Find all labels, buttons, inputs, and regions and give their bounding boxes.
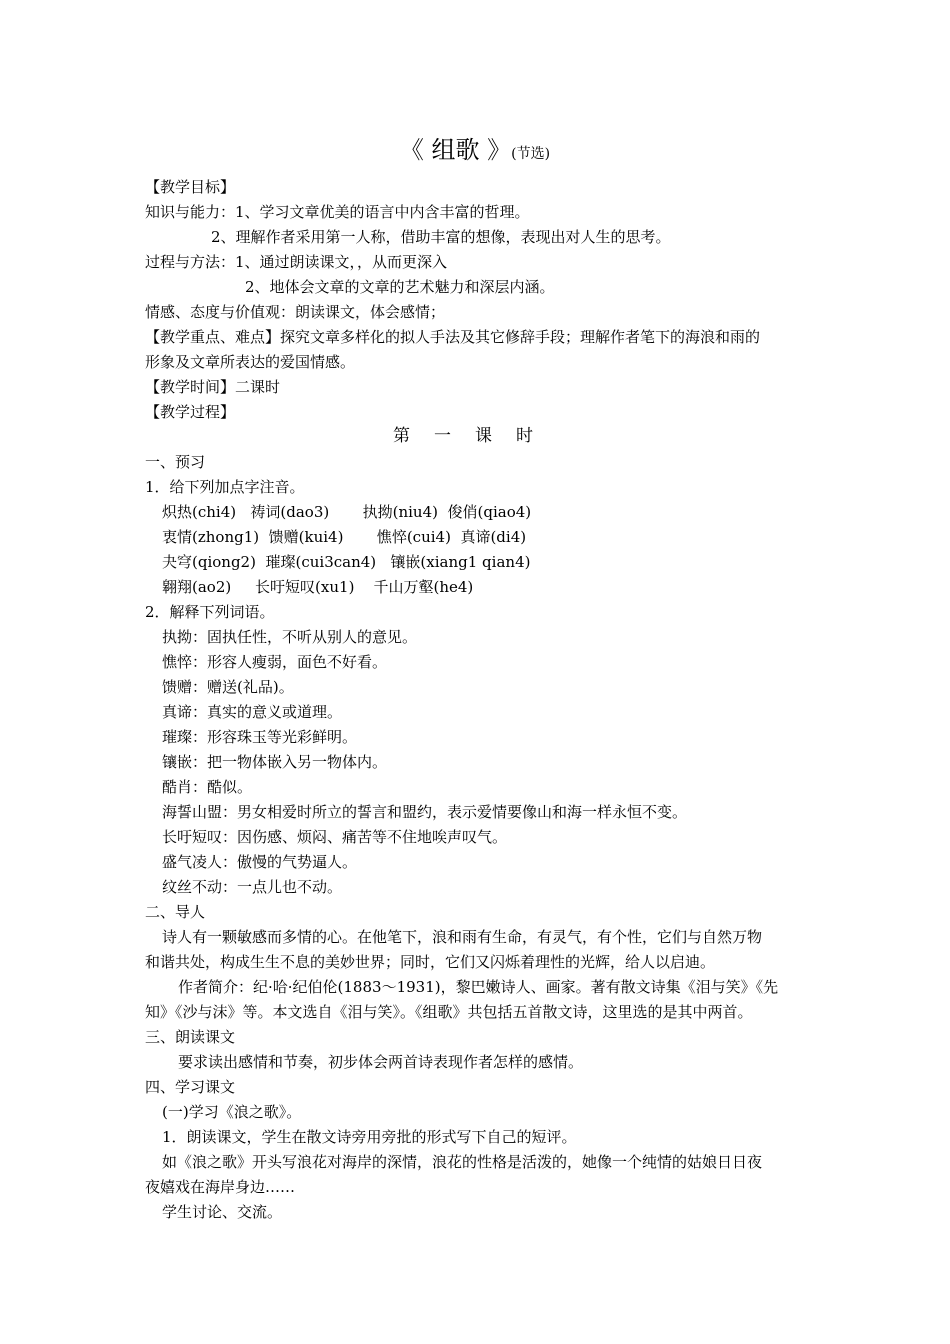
definition-item: 海誓山盟：男女相爱时所立的誓言和盟约，表示爱情要像山和海一样永恒不变。 [162,803,688,821]
study-example-line-1: 如《浪之歌》开头写浪花对海岸的深情，浪花的性格是活泼的，她像一个纯情的姑娘日日夜 [162,1153,763,1171]
definition-item: 纹丝不动：一点儿也不动。 [162,878,343,896]
objective-process-2: 2、地体会文章的文章的艺术魅力和深层内涵。 [245,278,555,296]
definition-item: 璀璨：形容珠玉等光彩鲜明。 [162,728,358,746]
section-study-heading: 四、学习课文 [145,1078,236,1096]
definition-item: 执拗：固执任性，不听从别人的意见。 [162,628,418,646]
definition-item: 真谛：真实的意义或道理。 [162,703,343,721]
objective-knowledge-1: 知识与能力：1、学习文章优美的语言中内含丰富的哲理。 [145,203,530,221]
preview-item-1: 1．给下列加点字注音。 [145,478,305,496]
study-example-line-2: 夜嬉戏在海岸身边…… [145,1178,296,1196]
intro-paragraph-1-line-2: 和谐共处，构成生生不息的美妙世界；同时，它们又闪烁着理性的光辉，给人以启迪。 [145,953,716,971]
key-points-line-1: 【教学重点、难点】探究文章多样化的拟人手法及其它修辞手段；理解作者笔下的海浪和雨的 [145,328,761,346]
study-discussion: 学生讨论、交流。 [162,1203,283,1221]
author-intro-line-1: 作者简介：纪·哈·纪伯伦(1883～1931)，黎巴嫩诗人、画家。著有散文诗集《泪与笑》《先 [178,978,779,996]
key-points-line-2: 形象及文章所表达的爱国情感。 [145,353,356,371]
definition-item: 憔悴：形容人瘦弱，面色不好看。 [162,653,388,671]
intro-paragraph-1-line-1: 诗人有一颗敏感而多情的心。在他笔下，浪和雨有生命，有灵气，有个性，它们与自然万物 [162,928,763,946]
definition-item: 馈赠：赠送(礼品)。 [162,678,294,696]
pinyin-row: 夬穹(qiong2) 璀璨(cui3can4) 镶嵌(xiang1 qian4) [162,553,531,571]
pinyin-row: 衷情(zhong1) 馈赠(kui4) 憔悴(cui4) 真谛(di4) [162,528,527,546]
teaching-time: 【教学时间】二课时 [145,378,281,396]
definition-item: 长吁短叹：因伤感、烦闷、痛苦等不住地唉声叹气。 [162,828,508,846]
process-heading: 【教学过程】 [145,403,236,421]
title-note: (节选) [511,146,551,162]
preview-item-2: 2．解释下列词语。 [145,603,275,621]
title-main: 《 组歌 》 [399,136,512,164]
objectives-heading: 【教学目标】 [145,178,236,196]
reading-text: 要求读出感情和节奏，初步体会两首诗表现作者怎样的感情。 [178,1053,584,1071]
objective-emotion: 情感、态度与价值观：朗读课文，体会感情； [145,303,446,321]
definition-item: 盛气凌人：傲慢的气势逼人。 [162,853,358,871]
section-intro-heading: 二、导人 [145,903,206,921]
section-preview-heading: 一、预习 [145,453,206,471]
study-step-1: 1．朗读课文，学生在散文诗旁用旁批的形式写下自己的短评。 [162,1128,577,1146]
objective-process-1: 过程与方法：1、通过朗读课文，，从而更深入 [145,253,448,271]
section-reading-heading: 三、朗读课文 [145,1028,236,1046]
pinyin-row: 炽热(chi4) 祷词(dao3) 执拗(niu4) 俊俏(qiao4) [162,503,532,521]
definition-item: 镶嵌：把一物体嵌入另一物体内。 [162,753,388,771]
document-title [0,132,950,172]
study-subsection-1: (一)学习《浪之歌》。 [162,1103,302,1121]
author-intro-line-2: 知》《沙与沫》等。本文选自《泪与笑》。《组歌》共包括五首散文诗，这里选的是其中两首。 [145,1003,753,1021]
objective-knowledge-2: 2、理解作者采用第一人称，借助丰富的想像，表现出对人生的思考。 [211,228,671,246]
lesson-title: 第一课时 [393,426,557,446]
pinyin-row: 翱翔(ao2) 长吁短叹(xu1) 千山万壑(he4) [162,578,474,596]
definition-item: 酷肖：酷似。 [162,778,253,796]
